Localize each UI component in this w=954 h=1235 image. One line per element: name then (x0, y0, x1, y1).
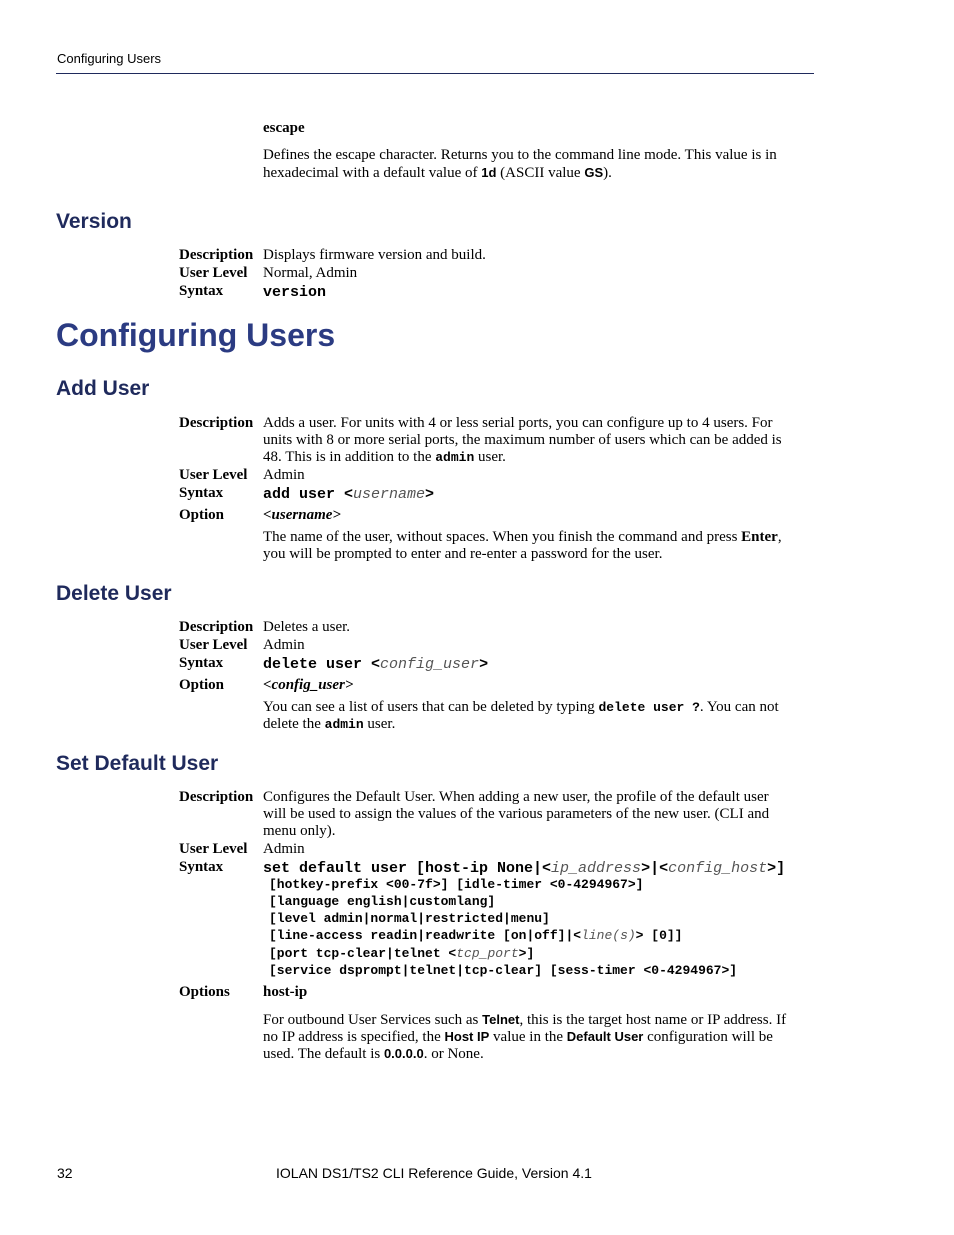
set-default-user-user-level-label: User Level (179, 841, 248, 857)
set-default-user-options-label: Options (179, 984, 230, 1000)
syntax-line-1: set default user [host-ip None|<ip_address>|<config_host>] (263, 860, 786, 877)
delete-user-description: Deletes a user. (263, 619, 351, 635)
set-default-user-option-line3: used. The default is 0.0.0.0. or None. (263, 1046, 484, 1062)
admin-code: admin (435, 450, 475, 465)
add-user-option-label: Option (179, 507, 225, 523)
version-syntax: version (263, 284, 327, 301)
set-default-user-description-line3: menu only). (263, 823, 336, 839)
escape-description: Defines the escape character. Returns you to the command line mode. This value is in hexadecimal with a default value of 1d (ASCII value GS). (263, 147, 777, 181)
delete-user-option-line2: delete the admin user. (263, 716, 396, 732)
version-user-level: Normal, Admin (263, 265, 358, 281)
escape-ascii-value: GS (584, 165, 604, 180)
escape-default-value: 1d (481, 165, 497, 180)
syntax-line-5: [line-access readin|readwrite [on|off]|<line(s)> [0]] (269, 928, 683, 943)
delete-user-user-level: Admin (263, 637, 305, 653)
syntax-line-3: [language english|customlang] (269, 894, 496, 909)
add-user-description-line1: Adds a user. For units with 4 or less serial ports, you can configure up to 4 users. For (263, 415, 773, 431)
set-default-user-heading: Set Default User (56, 752, 219, 775)
delete-user-option-line1: You can see a list of users that can be deleted by typing delete user ?. You can not (263, 699, 779, 715)
add-user-option-line1: The name of the user, without spaces. When you finish the command and press Enter, (263, 529, 782, 545)
set-default-user-option-line2: no IP address is specified, the Host IP value in the Default User configuration will be (263, 1029, 773, 1045)
delete-user-option-name: <config_user> (263, 677, 354, 693)
delete-user-syntax: delete user <config_user> (263, 656, 489, 673)
add-user-syntax: add user <username> (263, 486, 435, 503)
set-default-user-option-name: host-ip (263, 984, 308, 1000)
username-variable: username (353, 486, 426, 503)
header-rule (56, 73, 814, 74)
add-user-description-line3: 48. This is in addition to the admin user. (263, 449, 506, 465)
add-user-syntax-label: Syntax (179, 485, 224, 501)
add-user-user-level: Admin (263, 467, 305, 483)
syntax-line-2: [hotkey-prefix <00-7f>] [idle-timer <0-4294967>] (269, 877, 644, 892)
config-user-variable: config_user (380, 656, 480, 673)
page-number: 32 (57, 1165, 73, 1181)
add-user-user-level-label: User Level (179, 467, 248, 483)
set-default-user-description-label: Description (179, 789, 254, 805)
version-heading: Version (56, 210, 132, 233)
delete-user-code: delete user ? (598, 700, 700, 715)
delete-user-syntax-label: Syntax (179, 655, 224, 671)
set-default-user-option-line1: For outbound User Services such as Telnet, this is the target host name or IP address. If (263, 1012, 787, 1028)
add-user-description-label: Description (179, 415, 254, 431)
add-user-option-line2: you will be prompted to enter and re-enter a password for the user. (263, 546, 663, 562)
escape-term: escape (263, 120, 305, 136)
add-user-option-name: <username> (263, 507, 341, 523)
version-user-level-label: User Level (179, 265, 248, 281)
syntax-line-6: [port tcp-clear|telnet <tcp_port>] (269, 946, 535, 961)
add-user-heading: Add User (56, 377, 150, 400)
version-syntax-label: Syntax (179, 283, 224, 299)
set-default-user-description-line1: Configures the Default User. When adding a new user, the profile of the default user (263, 789, 769, 805)
delete-user-option-label: Option (179, 677, 225, 693)
running-header: Configuring Users (57, 51, 162, 66)
set-default-user-syntax-label: Syntax (179, 859, 224, 875)
set-default-user-user-level: Admin (263, 841, 305, 857)
footer-guide-title: IOLAN DS1/TS2 CLI Reference Guide, Version 4.1 (276, 1165, 592, 1181)
admin-code: admin (324, 717, 364, 732)
add-user-description-line2: units with 8 or more serial ports, the maximum number of users which can be added is (263, 432, 782, 448)
version-description: Displays firmware version and build. (263, 247, 486, 263)
delete-user-heading: Delete User (56, 582, 172, 605)
version-description-label: Description (179, 247, 254, 263)
syntax-line-7: [service dsprompt|telnet|tcp-clear] [sess-timer <0-4294967>] (269, 963, 738, 978)
delete-user-user-level-label: User Level (179, 637, 248, 653)
chapter-title: Configuring Users (56, 317, 336, 353)
delete-user-description-label: Description (179, 619, 254, 635)
syntax-line-4: [level admin|normal|restricted|menu] (269, 911, 550, 926)
set-default-user-description-line2: will be used to assign the values of the various parameters of the new user. (CLI and (263, 806, 770, 822)
